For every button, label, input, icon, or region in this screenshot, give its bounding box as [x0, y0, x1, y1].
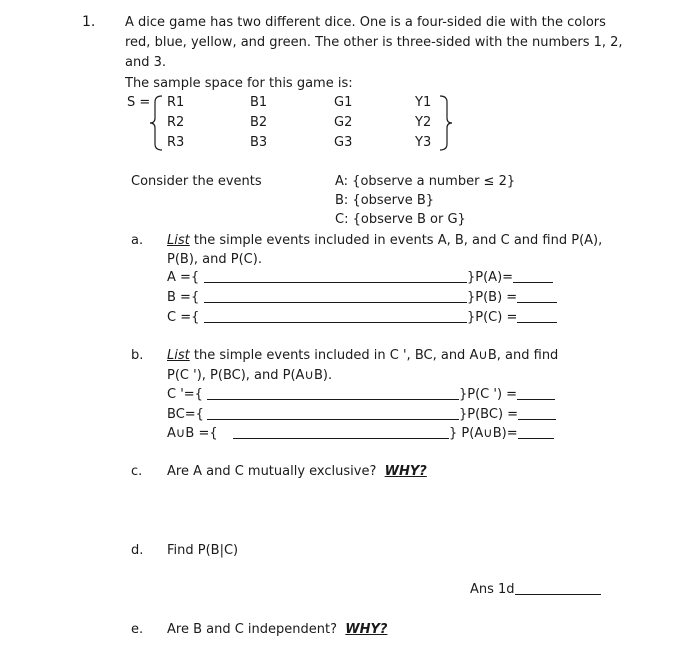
left-brace-icon: [148, 94, 164, 152]
answer-blank-p-a-union-b[interactable]: [518, 437, 554, 439]
part-e-question: Are B and C independent? WHY?: [167, 622, 388, 637]
answer-blank-bc-set[interactable]: [207, 418, 459, 420]
event-c-definition: C: {observe B or G}: [335, 212, 466, 227]
answer-row-bc[interactable]: BC={ }P(BC) =: [167, 407, 556, 422]
outcome-y1: Y1: [415, 95, 432, 110]
why-emphasis: WHY?: [345, 622, 388, 637]
outcome-y2: Y2: [415, 115, 432, 130]
answer-blank-p-b[interactable]: [517, 301, 557, 303]
list-emphasis: List: [167, 233, 190, 248]
right-brace-icon: [438, 94, 454, 152]
outcome-r1: R1: [167, 95, 185, 110]
answer-blank-p-bc[interactable]: [518, 418, 556, 420]
part-b-letter: b.: [131, 348, 144, 363]
intro-line-1: A dice game has two different dice. One is a four-sided die with the colors: [125, 15, 606, 30]
consider-events-label: Consider the events: [131, 174, 262, 189]
part-d-letter: d.: [131, 543, 144, 558]
sample-space-prefix: S =: [127, 95, 151, 110]
outcome-b1: B1: [250, 95, 268, 110]
answer-blank-p-c[interactable]: [517, 321, 557, 323]
outcome-r3: R3: [167, 135, 185, 150]
outcome-g1: G1: [334, 95, 353, 110]
answer-row-1d[interactable]: [470, 582, 601, 597]
part-c-letter: c.: [131, 464, 143, 479]
part-a-letter: a.: [131, 233, 144, 248]
part-e-letter: e.: [131, 622, 144, 637]
ans-1d-label: Ans 1d: [470, 582, 515, 597]
part-a-prompt-line-1: List the simple events included in events A, B, and C and find P(A),: [167, 233, 603, 248]
outcome-b3: B3: [250, 135, 268, 150]
problem-number: 1.: [82, 14, 96, 30]
answer-blank-c-set[interactable]: [204, 321, 467, 323]
part-a-prompt-line-2: P(B), and P(C).: [167, 252, 262, 267]
outcome-b2: B2: [250, 115, 268, 130]
outcome-g3: G3: [334, 135, 353, 150]
answer-blank-p-a[interactable]: [513, 281, 553, 283]
part-b-prompt-line-2: P(C '), P(BC), and P(A∪B).: [167, 368, 333, 383]
part-d-question: Find P(B|C): [167, 543, 239, 558]
intro-line-2: red, blue, yellow, and green. The other is three-sided with the numbers 1, 2,: [125, 35, 623, 50]
answer-blank-a-union-b-set[interactable]: [233, 437, 449, 439]
part-c-question: Are A and C mutually exclusive? WHY?: [167, 464, 427, 479]
outcome-g2: G2: [334, 115, 353, 130]
intro-line-3: and 3.: [125, 55, 166, 70]
answer-blank-a-set[interactable]: [204, 281, 467, 283]
answer-row-b[interactable]: B ={ }P(B) =: [167, 290, 557, 305]
answer-row-a-union-b[interactable]: A∪B ={ } P(A∪B)=: [167, 426, 554, 441]
sample-space-label: The sample space for this game is:: [125, 76, 353, 91]
list-emphasis: List: [167, 348, 190, 363]
answer-row-a[interactable]: A ={ }P(A)=: [167, 270, 553, 285]
part-b-prompt-line-1: List the simple events included in C ', BC, and A∪B, and find: [167, 348, 559, 363]
event-b-definition: B: {observe B}: [335, 193, 435, 208]
outcome-y3: Y3: [415, 135, 432, 150]
answer-row-c[interactable]: C ={ }P(C) =: [167, 310, 557, 325]
answer-blank-1d[interactable]: [515, 593, 601, 595]
answer-blank-p-c-complement[interactable]: [517, 398, 555, 400]
answer-blank-b-set[interactable]: [204, 301, 467, 303]
answer-blank-c-complement-set[interactable]: [207, 398, 459, 400]
outcome-r2: R2: [167, 115, 185, 130]
event-a-definition: A: {observe a number ≤ 2}: [335, 174, 516, 189]
why-emphasis: WHY?: [384, 464, 427, 479]
answer-row-c-complement[interactable]: C '={ }P(C ') =: [167, 387, 555, 402]
